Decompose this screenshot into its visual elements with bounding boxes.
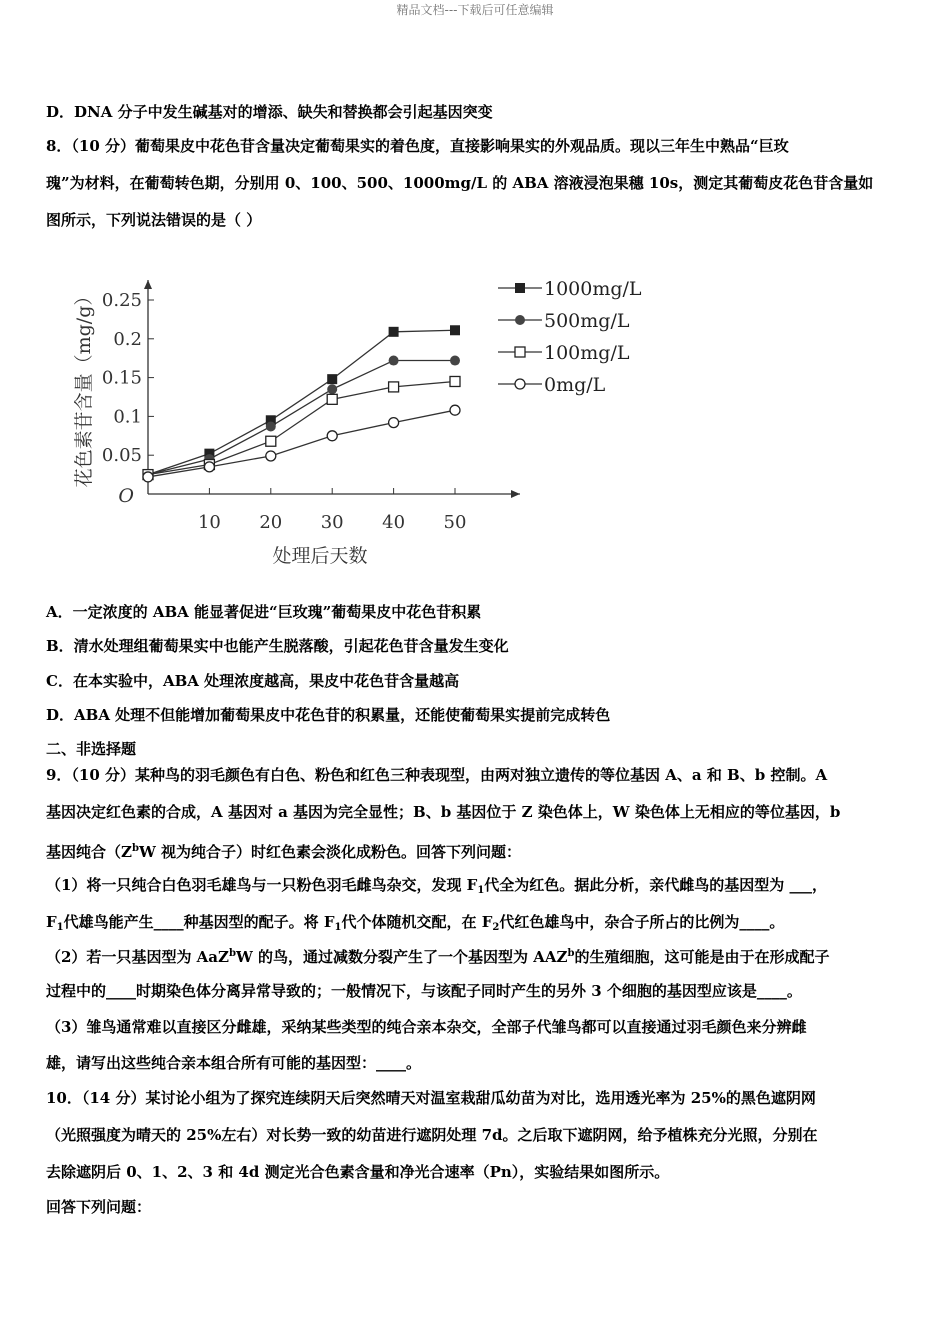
y-tick-label: 0.05 bbox=[101, 445, 142, 467]
q9-stem-line2: 基因决定红色素的合成，A 基因对 a 基因为完全显性；B、b 基因位于 Z 染色体上，W 染色体上无相应的等位基因，b bbox=[46, 803, 841, 821]
q9-part2-line2: 过程中的____时期染色体分离异常导致的；一般情况下，与该配子同时产生的另外 3 个细胞的基因型应该是____。 bbox=[46, 982, 802, 1000]
x-tick-label: 10 bbox=[197, 512, 221, 533]
legend-label: 100mg/L bbox=[544, 342, 630, 364]
legend-marker bbox=[515, 347, 525, 357]
q10-stem-line4: 回答下列问题： bbox=[46, 1198, 152, 1216]
series-line-500mg/L bbox=[148, 361, 455, 475]
q8-option-b: B．清水处理组葡萄果实中也能产生脱落酸，引起花色苷含量发生变化 bbox=[46, 637, 509, 655]
data-point-1000mg/L bbox=[327, 374, 337, 384]
q7-option-d: D．DNA 分子中发生碱基对的增添、缺失和替换都会引起基因突变 bbox=[46, 103, 493, 121]
data-point-0mg/L bbox=[450, 405, 460, 415]
data-point-100mg/L bbox=[450, 376, 460, 386]
data-point-0mg/L bbox=[266, 451, 276, 461]
series-line-1000mg/L bbox=[148, 330, 455, 474]
x-tick-label: 30 bbox=[320, 512, 344, 533]
data-point-500mg/L bbox=[327, 384, 337, 394]
data-point-0mg/L bbox=[143, 472, 153, 482]
y-tick-label: 0.1 bbox=[113, 406, 142, 428]
data-point-0mg/L bbox=[327, 431, 337, 441]
x-tick-label: 20 bbox=[259, 512, 283, 533]
q9-stem-line3: 基因纯合（$Z^bW$ 视为纯合子）时红色素会淡化成粉色。回答下列问题： bbox=[46, 843, 522, 861]
q8-option-a: A．一定浓度的 ABA 能显著促进“巨玫瑰”葡萄果皮中花色苷积累 bbox=[46, 603, 482, 621]
data-point-100mg/L bbox=[389, 382, 399, 392]
origin-label: O bbox=[118, 485, 134, 507]
page-header: 精品文档---下载后可任意编辑 bbox=[396, 3, 554, 17]
legend-marker bbox=[515, 315, 525, 325]
q8-stem-line1: 8．（10 分）葡萄果皮中花色苷含量决定葡萄果实的着色度，直接影响果实的外观品质。现以三年生中熟品“巨玫 bbox=[46, 137, 789, 155]
q8-option-d: D．ABA 处理不但能增加葡萄果皮中花色苷的积累量，还能使葡萄果实提前完成转色 bbox=[46, 706, 611, 724]
q9-part2-line1: （2）若一只基因型为 AaZ$^b$W 的鸟，通过减数分裂产生了一个基因型为 AAZ$^b$的生殖细胞，这可能是由于在形成配子 bbox=[46, 948, 830, 966]
x-tick-label: 40 bbox=[382, 512, 406, 533]
data-point-500mg/L bbox=[450, 356, 460, 366]
q8-stem-line2: 瑰”为材料，在葡萄转色期，分别用 0、100、500、1000mg/L 的 ABA 溶液浸泡果穗 10s，测定其葡萄皮花色苷含量如 bbox=[46, 174, 874, 192]
q9-part1-line1: （1）将一只纯合白色羽毛雄鸟与一只粉色羽毛雌鸟杂交，发现 $F_1$代全为红色。据此分析，亲代雌鸟的基因型为 ___， bbox=[46, 876, 828, 896]
q9-stem-line1: 9．（10 分）某种鸟的羽毛颜色有白色、粉色和红色三种表现型，由两对独立遗传的等位基因 A、a 和 B、b 控制。A bbox=[46, 766, 828, 784]
q10-stem-line3: 去除遮阴后 0、1、2、3 和 4d 测定光合色素含量和净光合速率（Pn），实验结果如图所示。 bbox=[46, 1163, 670, 1181]
x-axis-arrow bbox=[511, 490, 520, 498]
section-heading: 二、非选择题 bbox=[46, 740, 137, 758]
series-line-100mg/L bbox=[148, 381, 455, 474]
q10-stem-line2: （光照强度为晴天的 25%左右）对长势一致的幼苗进行遮阴处理 7d。之后取下遮阴网，给予植株充分光照，分别在 bbox=[46, 1126, 818, 1144]
legend-marker bbox=[515, 379, 525, 389]
data-point-1000mg/L bbox=[450, 325, 460, 335]
y-tick-label: 0.2 bbox=[113, 328, 142, 350]
q10-stem-line1: 10．（14 分）某讨论小组为了探究连续阴天后突然晴天对温室栽甜瓜幼苗为对比，选用透光率为 25%的黑色遮阴网 bbox=[46, 1089, 816, 1107]
q9-part3-line2: 雄，请写出这些纯合亲本组合所有可能的基因型：____。 bbox=[46, 1054, 422, 1072]
anthocyanin-line-chart bbox=[60, 262, 660, 582]
data-point-0mg/L bbox=[204, 462, 214, 472]
x-tick-label: 50 bbox=[443, 512, 467, 533]
data-point-0mg/L bbox=[389, 418, 399, 428]
legend-label: 500mg/L bbox=[544, 310, 630, 332]
legend-marker bbox=[515, 283, 525, 293]
data-point-500mg/L bbox=[266, 421, 276, 431]
y-tick-label: 0.25 bbox=[101, 290, 142, 311]
data-point-500mg/L bbox=[389, 356, 399, 366]
legend-label: 0mg/L bbox=[544, 374, 606, 396]
q9-part3-line1: （3）雏鸟通常难以直接区分雌雄，采纳某些类型的纯合亲本杂交，全部子代雏鸟都可以直接通过羽毛颜色来分辨雌 bbox=[46, 1018, 807, 1036]
x-axis-title: 处理后天数 bbox=[272, 545, 368, 567]
data-point-100mg/L bbox=[266, 436, 276, 446]
q9-part1-line2: $F_1$代雄鸟能产生____种基因型的配子。将 $F_1$代个体随机交配，在 $F_2$代红色雄鸟中，杂合子所占的比例为____。 bbox=[46, 913, 785, 933]
data-point-100mg/L bbox=[327, 394, 337, 404]
y-axis-title: 花色素苷含量（mg/g） bbox=[73, 286, 95, 488]
y-axis-arrow bbox=[144, 280, 152, 289]
q8-option-c: C．在本实验中，ABA 处理浓度越高，果皮中花色苷含量越高 bbox=[46, 672, 460, 690]
data-point-1000mg/L bbox=[389, 327, 399, 337]
y-tick-label: 0.15 bbox=[101, 367, 142, 389]
q8-stem-line3: 图所示，下列说法错误的是（ ） bbox=[46, 211, 262, 229]
legend-label: 1000mg/L bbox=[544, 278, 642, 300]
